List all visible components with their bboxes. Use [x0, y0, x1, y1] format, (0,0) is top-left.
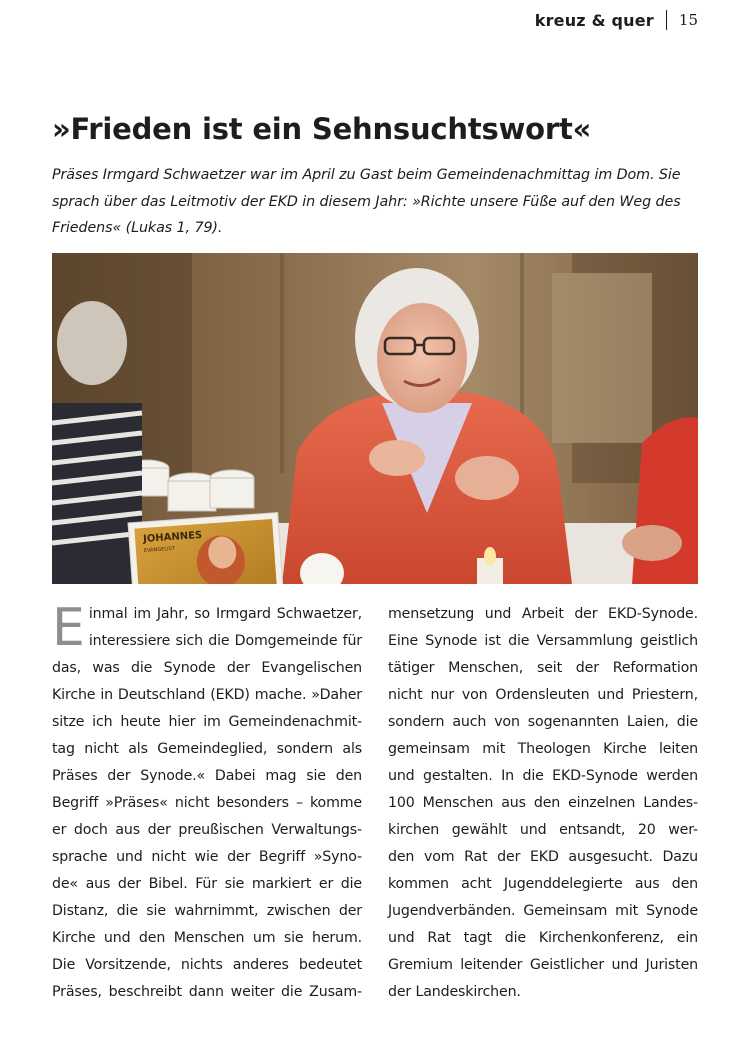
- text-line: das, was die Synode der Evangelischen: [52, 660, 362, 676]
- text-line: Die Vorsitzende, nichts anderes bedeutet: [52, 957, 362, 973]
- text-line: und gestalten. In die EKD-Synode werden: [388, 768, 698, 784]
- evangelist-card: [128, 513, 283, 584]
- card-title: JOHANNES: [142, 529, 203, 545]
- text-line: inmal im Jahr, so Irmgard Schwaetzer,: [88, 606, 362, 622]
- text-line: sondern auch von sogenannten Laien, die: [388, 714, 698, 730]
- article-lead: Präses Irmgard Schwaetzer war im April zu Gast beim Gemeindenachmittag im Dom. Sie sprach über das Leitmotiv der EKD in diesem Jahr: »Richte unsere Füße auf den Weg des Friedens« (Lukas 1, 79).: [52, 167, 681, 236]
- text-line: mensetzung und Arbeit der EKD-Synode.: [388, 606, 698, 622]
- card-subtitle: EVANGELIST: [143, 545, 176, 554]
- page-number: 15: [678, 11, 698, 29]
- text-line: Gremium leitender Geistlicher und Juristen: [388, 957, 698, 973]
- text-line: Präses der Synode.« Dabei mag sie den: [52, 768, 362, 784]
- article-photo: [52, 253, 698, 584]
- text-line: Präses, beschreibt dann weiter die Zusam-: [52, 984, 362, 1000]
- text-line: Kirche in Deutschland (EKD) mache. »Daher: [52, 687, 362, 703]
- text-line: sitze ich heute hier im Gemeindenachmit-: [52, 714, 362, 730]
- text-line: tag nicht als Gemeindeglied, sondern als: [52, 741, 362, 757]
- text-line: Distanz, die sie wahrnimmt, zwischen der: [52, 903, 362, 919]
- text-line: sprache und nicht wie der Begriff »Syno-: [52, 849, 362, 865]
- text-line: interessiere sich die Domgemeinde für: [88, 633, 362, 649]
- header-divider: [666, 10, 667, 30]
- text-line: Jugendverbänden. Gemeinsam mit Synode: [388, 903, 698, 919]
- text-line: Eine Synode ist die Versammlung geistlich: [388, 633, 698, 649]
- text-line: tätiger Menschen, seit der Reformation: [388, 660, 698, 676]
- text-line: kommen acht Jugenddelegierte aus den: [388, 876, 698, 892]
- text-line: 100 Menschen aus den einzelnen Landes-: [388, 795, 698, 811]
- text-line: Begriff »Präses« nicht besonders – komme: [52, 795, 362, 811]
- text-line: der Landeskirchen.: [388, 984, 521, 1000]
- text-line: er doch aus der preußischen Verwaltungs-: [52, 822, 362, 838]
- text-line: nicht nur von Ordensleuten und Priestern,: [388, 687, 698, 703]
- text-line: und Rat tagt die Kirchenkonferenz, ein: [388, 930, 698, 946]
- text-line: gemeinsam mit Theologen Kirche leiten: [388, 741, 698, 757]
- page-header: [535, 8, 698, 32]
- column-left: [52, 598, 362, 1006]
- text-line: den vom Rat der EKD ausgesucht. Dazu: [388, 849, 698, 865]
- text-line: Kirche und den Menschen um sie herum.: [52, 930, 362, 946]
- magazine-name: kreuz & quer: [534, 10, 654, 30]
- text-line: kirchen gewählt und entsandt, 20 wer-: [388, 822, 698, 838]
- article-title: »Frieden ist ein Sehnsuchtswort«: [52, 112, 592, 146]
- column-right: [388, 601, 698, 1006]
- text-line: de« aus der Bibel. Für sie markiert er die: [52, 876, 362, 892]
- drop-cap: E: [52, 598, 85, 658]
